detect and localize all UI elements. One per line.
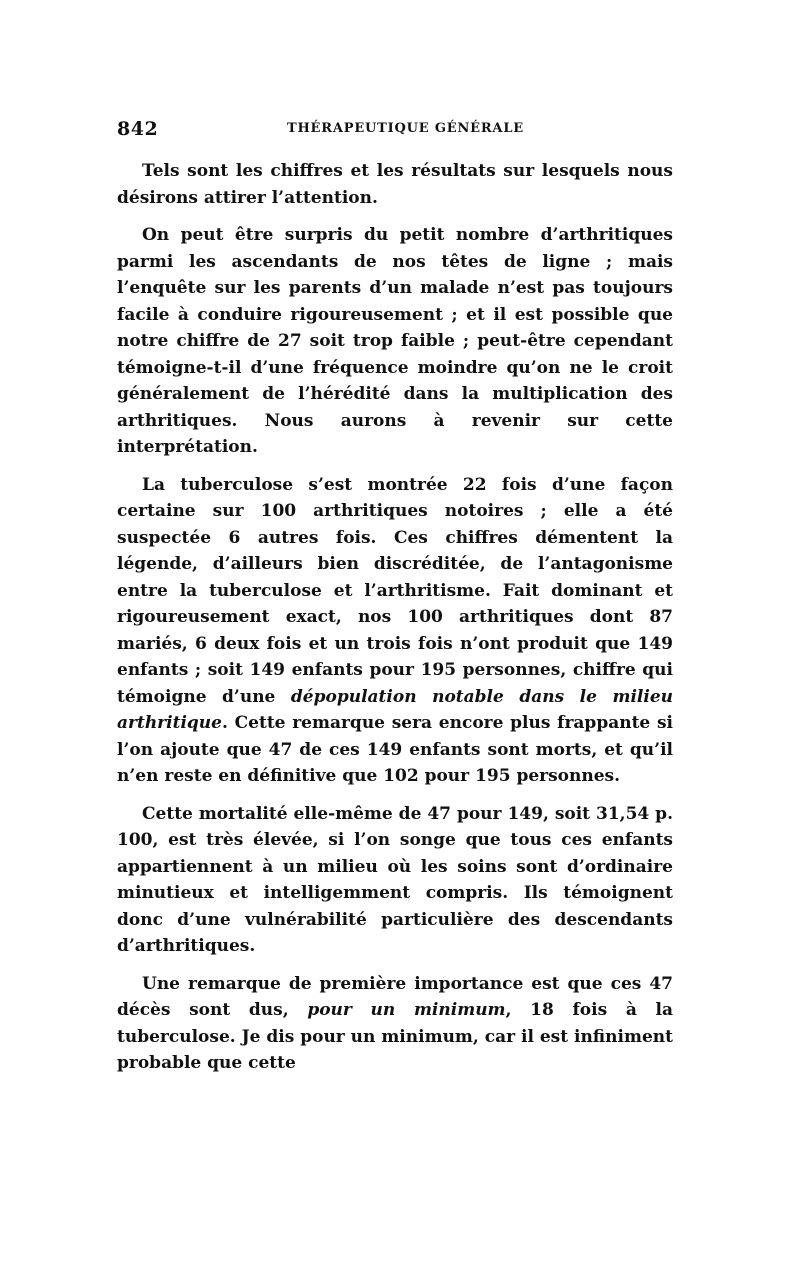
text-run: La tuberculose s’est montrée 22 fois d’une façon certaine sur 100 arthritiques notoires ; elle a été suspectée 6 autres fois. Ces chiffres démentent la légende, d’ailleurs bien discréditée, de l’antagonisme entre la tuberculose et l’arthritisme. Fait dominant et rigoureusement exact, nos 100 arthritiques dont 87 mariés, 6 deux fois et un trois fois n’ont produit que 149 enfants ; soit 149 enfants pour 195 personnes, chiffre qui témoigne d’une [117,474,673,707]
body-text [117,158,673,1088]
paragraph [117,971,673,1077]
italic-phrase: dépopulation notable dans le milieu arthritique [117,686,674,733]
text-run: Une remarque de première importance est que ces 47 décès sont dus, [117,973,673,1020]
paragraph [117,801,673,960]
text-run: On peut être surpris du petit nombre d’arthritiques parmi les ascendants de nos têtes de ligne ; mais l’enquête sur les parents d’un malade n’est pas toujours facile à conduire rigoureusement ; et il est possible que notre chiffre de 27 soit trop faible ; peut-être cependant témoigne-t-il d’une fréquence moindre qu’on ne le croit généralement de l’hérédité dans la multiplication des arthritiques. Nous aurons à revenir sur cette interprétation. [117,225,673,457]
text-run: Tels sont les chiffres et les résultats sur lesquels nous désirons attirer l’attention. [117,161,673,208]
italic-phrase: pour un minimum [307,1000,506,1020]
running-head-title: THÉRAPEUTIQUE GÉNÉRALE [287,121,524,136]
text-run: . Cette remarque sera encore plus frappante si l’on ajoute que 47 de ces 149 enfants sont morts, et qu’il n’en reste en définitive que 102 pour 195 personnes. [117,713,673,786]
paragraph [117,158,673,211]
page-number: 842 [117,118,159,140]
paragraph [117,472,673,790]
paragraph [117,222,673,461]
running-head [117,118,673,144]
text-run: Cette mortalité elle-même de 47 pour 149, soit 31,54 p. 100, est très élevée, si l’on songe que tous ces enfants appartiennent à un milieu où les soins sont d’ordinaire minutieux et intelligemment compris. Ils témoignent donc d’une vulnérabilité particulière des descendants d’arthritiques. [117,803,673,956]
text-run: , 18 fois à la tuberculose. Je dis pour un minimum, car il est infiniment probable que cette [117,1000,673,1073]
